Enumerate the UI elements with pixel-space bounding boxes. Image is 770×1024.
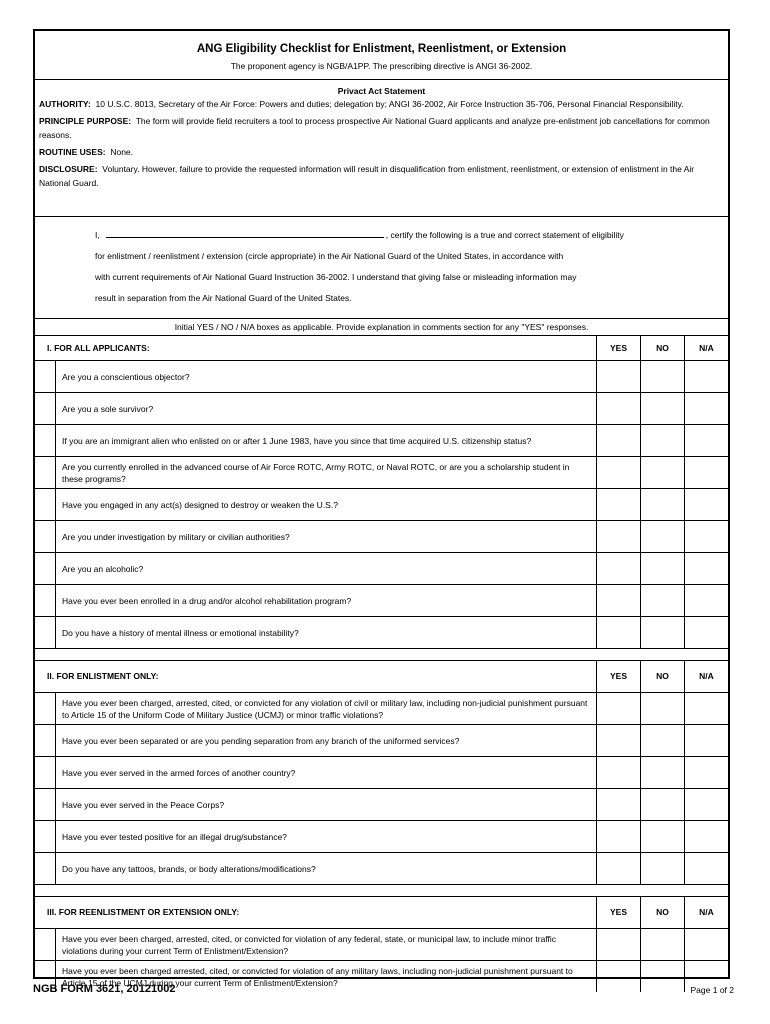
question-text: Have you ever been separated or are you pending separation from any branch of the uniformed services? [55, 725, 596, 756]
question-text: Are you under investigation by military or civilian authorities? [55, 521, 596, 552]
question-text: Are you a sole survivor? [55, 393, 596, 424]
row-indent [35, 425, 55, 456]
no-initial-box[interactable] [640, 725, 684, 756]
column-header-no: NO [640, 661, 684, 692]
yes-initial-box[interactable] [596, 393, 640, 424]
no-initial-box[interactable] [640, 757, 684, 788]
na-initial-box[interactable] [684, 929, 728, 960]
question-row [35, 585, 728, 617]
question-row [35, 789, 728, 821]
no-initial-box[interactable] [640, 457, 684, 488]
row-indent [35, 693, 55, 724]
no-initial-box[interactable] [640, 929, 684, 960]
row-indent [35, 789, 55, 820]
page-number: Page 1 of 2 [690, 985, 734, 995]
no-initial-box[interactable] [640, 821, 684, 852]
question-row [35, 853, 728, 885]
yes-initial-box[interactable] [596, 821, 640, 852]
questions-area [35, 336, 728, 992]
yes-initial-box[interactable] [596, 425, 640, 456]
no-initial-box[interactable] [640, 853, 684, 884]
routine-text: None. [110, 147, 134, 157]
row-indent [35, 393, 55, 424]
section-header [35, 336, 728, 361]
privacy-heading: Privact Act Statement [337, 86, 426, 96]
yes-initial-box[interactable] [596, 489, 640, 520]
question-text: Have you ever tested positive for an illegal drug/substance? [55, 821, 596, 852]
row-indent [35, 821, 55, 852]
na-initial-box[interactable] [684, 853, 728, 884]
row-indent [35, 521, 55, 552]
question-text: Have you ever served in the Peace Corps? [55, 789, 596, 820]
no-initial-box[interactable] [640, 361, 684, 392]
certification-statement [35, 217, 728, 319]
row-indent [35, 617, 55, 648]
question-row [35, 693, 728, 725]
disclosure-label: DISCLOSURE: [39, 164, 98, 174]
cert-line2: for enlistment / reenlistment / extension (circle appropriate) in the Air National Guard of the United States, in accordance with [95, 251, 564, 261]
row-indent [35, 457, 55, 488]
cert-line3: with current requirements of Air National Guard Instruction 36-2002. I understand that giving false or misleading information may [95, 272, 577, 282]
na-initial-box[interactable] [684, 489, 728, 520]
yes-initial-box[interactable] [596, 693, 640, 724]
cert-line4: result in separation from the Air National Guard of the United States. [95, 293, 352, 303]
column-header-yes: YES [596, 661, 640, 692]
question-text: Do you have any tattoos, brands, or body alterations/modifications? [55, 853, 596, 884]
column-header-no: NO [640, 336, 684, 360]
question-text: Have you ever served in the armed forces of another country? [55, 757, 596, 788]
form-number: NGB FORM 3621, 20121002 [33, 983, 176, 995]
column-header-na: N/A [684, 897, 728, 928]
question-text: If you are an immigrant alien who enlisted on or after 1 June 1983, have you since that time acquired U.S. citizenship status? [55, 425, 596, 456]
yes-initial-box[interactable] [596, 521, 640, 552]
question-text: Do you have a history of mental illness or emotional instability? [55, 617, 596, 648]
routine-paragraph [39, 145, 724, 159]
question-text: Are you an alcoholic? [55, 553, 596, 584]
no-initial-box[interactable] [640, 789, 684, 820]
no-initial-box[interactable] [640, 693, 684, 724]
column-header-na: N/A [684, 661, 728, 692]
yes-initial-box[interactable] [596, 929, 640, 960]
na-initial-box[interactable] [684, 425, 728, 456]
question-row [35, 617, 728, 649]
yes-initial-box[interactable] [596, 757, 640, 788]
cert-line1: , certify the following is a true and correct statement of eligibility [385, 230, 624, 240]
form-title: ANG Eligibility Checklist for Enlistment, Reenlistment, or Extension [196, 43, 567, 55]
row-indent [35, 929, 55, 960]
na-initial-box[interactable] [684, 553, 728, 584]
no-initial-box[interactable] [640, 553, 684, 584]
question-row [35, 425, 728, 457]
question-row [35, 821, 728, 853]
question-text: Are you a conscientious objector? [55, 361, 596, 392]
no-initial-box[interactable] [640, 961, 684, 992]
row-indent [35, 489, 55, 520]
row-indent [35, 853, 55, 884]
na-initial-box[interactable] [684, 693, 728, 724]
yes-initial-box[interactable] [596, 457, 640, 488]
question-text: Have you engaged in any act(s) designed to destroy or weaken the U.S.? [55, 489, 596, 520]
form-subtitle: The proponent agency is NGB/A1PP. The prescribing directive is ANGI 36-2002. [230, 61, 533, 71]
na-initial-box[interactable] [684, 457, 728, 488]
disclosure-text: Voluntary. However, failure to provide the requested information will result in disqualification from enlistment, reenlistment, or extension of enlistment in the Air National Guard. [39, 164, 695, 188]
na-initial-box[interactable] [684, 789, 728, 820]
no-initial-box[interactable] [640, 585, 684, 616]
authority-label: AUTHORITY: [39, 99, 91, 109]
question-row [35, 521, 728, 553]
row-indent [35, 585, 55, 616]
na-initial-box[interactable] [684, 821, 728, 852]
na-initial-box[interactable] [684, 757, 728, 788]
yes-initial-box[interactable] [596, 961, 640, 992]
column-header-yes: YES [596, 336, 640, 360]
column-header-na: N/A [684, 336, 728, 360]
yes-initial-box[interactable] [596, 853, 640, 884]
form-header [35, 31, 728, 80]
question-text: Are you currently enrolled in the advanced course of Air Force ROTC, Army ROTC, or Naval ROTC, or are you a scholarship student in these programs? [55, 457, 596, 488]
na-initial-box[interactable] [684, 725, 728, 756]
cert-prefix: I, [95, 230, 100, 240]
privacy-act-statement [35, 80, 728, 217]
no-initial-box[interactable] [640, 617, 684, 648]
question-row [35, 929, 728, 961]
na-initial-box[interactable] [684, 617, 728, 648]
question-text: Have you ever been charged arrested, cited, or convicted for violation of any military laws, including non-judicial punishment pursuant to Article 15 of the UCMJ during your current Term of Enlistment/Extension? [55, 961, 596, 992]
section-title: I. FOR ALL APPLICANTS: [47, 343, 150, 353]
yes-initial-box[interactable] [596, 585, 640, 616]
row-indent [35, 361, 55, 392]
yes-initial-box[interactable] [596, 617, 640, 648]
yes-initial-box[interactable] [596, 361, 640, 392]
section-spacer [35, 885, 728, 897]
no-initial-box[interactable] [640, 393, 684, 424]
routine-label: ROUTINE USES: [39, 147, 106, 157]
question-text: Have you ever been enrolled in a drug and/or alcohol rehabilitation program? [55, 585, 596, 616]
section-title: III. FOR REENLISTMENT OR EXTENSION ONLY: [47, 907, 240, 917]
question-text: Have you ever been charged, arrested, cited, or convicted for any violation of civil or military law, including non-judicial punishment pursuant to Article 15 of the Uniform Code of Military Justice (UCMJ) or minor traffic violations? [55, 693, 596, 724]
yes-initial-box[interactable] [596, 553, 640, 584]
question-text: Have you ever been charged, arrested, cited, or convicted for violation of any federal, state, or municipal law, to include minor traffic violations during your current Term of Enlistment/Extension? [55, 929, 596, 960]
column-header-yes: YES [596, 897, 640, 928]
question-row [35, 725, 728, 757]
na-initial-box[interactable] [684, 521, 728, 552]
row-indent [35, 553, 55, 584]
instructions: Initial YES / NO / N/A boxes as applicable. Provide explanation in comments section for any "YES" responses. [35, 319, 728, 336]
section-header [35, 897, 728, 929]
applicant-name-field[interactable] [106, 226, 384, 238]
question-row [35, 489, 728, 521]
question-row [35, 757, 728, 789]
authority-text: 10 U.S.C. 8013, Secretary of the Air Force: Powers and duties; delegation by; ANGI 36-2002, Air Force Instruction 35-706, Personal Financial Responsibility. [95, 99, 684, 109]
question-row [35, 361, 728, 393]
purpose-text: The form will provide field recruiters a tool to process prospective Air National Guard applicants and analyze pre-enlistment job cancellations for common reasons. [39, 116, 710, 140]
section-spacer [35, 649, 728, 661]
purpose-label: PRINCIPLE PURPOSE: [39, 116, 132, 126]
section-title: II. FOR ENLISTMENT ONLY: [47, 671, 159, 681]
question-row [35, 553, 728, 585]
no-initial-box[interactable] [640, 489, 684, 520]
authority-paragraph [39, 97, 724, 111]
no-initial-box[interactable] [640, 425, 684, 456]
na-initial-box[interactable] [684, 393, 728, 424]
purpose-paragraph [39, 114, 724, 142]
question-row [35, 393, 728, 425]
yes-initial-box[interactable] [596, 789, 640, 820]
question-row [35, 457, 728, 489]
disclosure-paragraph [39, 162, 724, 190]
yes-initial-box[interactable] [596, 725, 640, 756]
na-initial-box[interactable] [684, 361, 728, 392]
no-initial-box[interactable] [640, 521, 684, 552]
column-header-no: NO [640, 897, 684, 928]
form-frame [33, 29, 730, 988]
row-indent [35, 757, 55, 788]
section-header [35, 661, 728, 693]
row-indent [35, 725, 55, 756]
na-initial-box[interactable] [684, 585, 728, 616]
